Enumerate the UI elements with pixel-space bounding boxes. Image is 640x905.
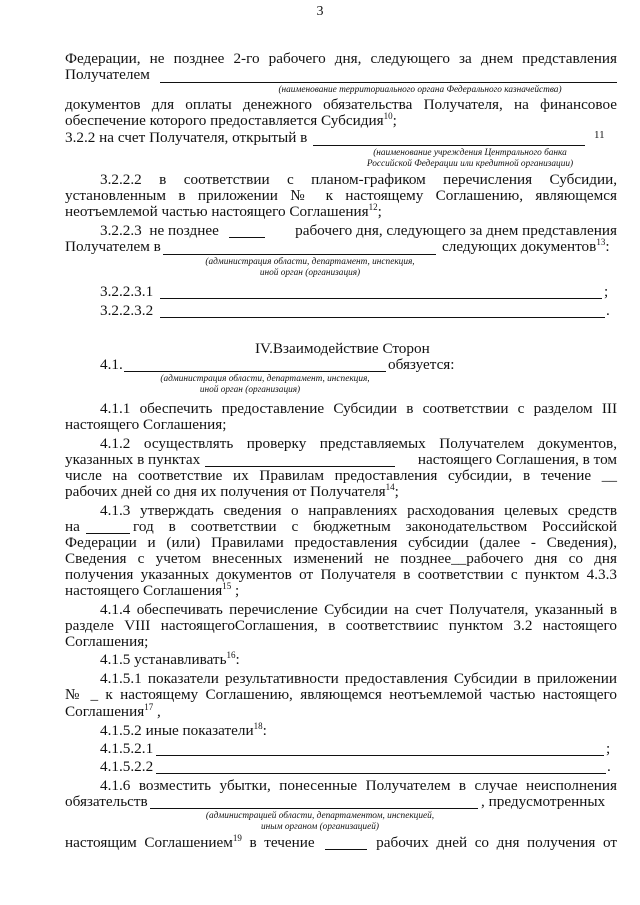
text-line: 4.1.6 возместить убытки, понесенные Получателем в случае неисполнения xyxy=(100,777,617,794)
list-item: 3.2.2.3.2 xyxy=(100,302,154,319)
field-note: иным органом (организацией) xyxy=(261,822,379,832)
footnote-ref: 12 xyxy=(368,202,378,212)
text-line: 4.1.5.1 показатели результативности предоставления Субсидии в приложении xyxy=(100,670,617,687)
text-line: документов для оплаты денежного обязательства Получателя, на финансовое xyxy=(65,96,617,113)
footnote-ref: 18 xyxy=(253,721,263,731)
text-line: числе на соответствие их Правилам предоставления субсидии, в течение __ xyxy=(65,467,617,484)
blank-line xyxy=(313,145,585,146)
text-line: Федерации, не позднее 2-го рабочего дня, следующего за днем представления xyxy=(65,50,617,67)
text-line: 4.1. xyxy=(100,356,123,373)
text-line: 3.2.2.3 не позднее xyxy=(100,222,219,239)
text-line: 4.1.5 устанавливать$^{16}$: xyxy=(100,650,240,668)
field-note: (наименование территориального органа Федерального казначейства) xyxy=(278,85,562,95)
punctuation: . xyxy=(606,302,610,319)
text-line: 4.1.2 осуществлять проверку представляемых Получателем документов, xyxy=(100,435,617,452)
text-line: получения указанных документов от Получателя в соответствии с пунктом 4.3.3 xyxy=(65,566,617,583)
list-item: 4.1.5.2.1 xyxy=(100,740,154,757)
footnote-ref: 16 xyxy=(226,650,236,660)
text-line: рабочих дней со дня получения от xyxy=(376,834,617,851)
blank-line xyxy=(163,254,436,255)
field-note: (администрацией области, департаментом, инспекцией, xyxy=(205,811,435,821)
footnote-ref: 17 xyxy=(144,702,154,712)
text-line: рабочего дня, следующего за днем представления xyxy=(295,222,617,239)
text-line: обязуется: xyxy=(388,356,455,373)
field-note: Российской Федерации или кредитной организации) xyxy=(366,159,574,169)
punctuation: ; xyxy=(606,740,611,757)
text-line: настоящего Соглашения; xyxy=(65,416,227,433)
blank-line xyxy=(156,773,606,774)
text-line: Соглашения$^{17}$ , xyxy=(65,702,161,720)
text-line: настоящего Соглашения$^{15}$ ; xyxy=(65,581,240,599)
blank-line xyxy=(150,808,478,809)
list-item: 4.1.5.2.2 xyxy=(100,758,154,775)
footnote-ref: 11 xyxy=(594,129,605,141)
text-line: № _ к настоящему Соглашению, являющемся неотъемлемой частью настоящего xyxy=(65,686,617,703)
text-line: следующих документов$^{13}$: xyxy=(442,237,610,255)
text-line: 4.1.3 утверждать сведения о направлениях расходования целевых средств xyxy=(100,502,617,519)
footnote-ref: 13 xyxy=(596,237,606,247)
field-note: (администрация области, департамент, инспекция, xyxy=(205,257,415,267)
blank-line xyxy=(325,849,367,850)
page-number: 3 xyxy=(316,4,324,19)
text-line: год в соответствии с бюджетным законодательством Российской xyxy=(133,518,617,535)
blank-line xyxy=(124,371,386,372)
text-line: неотъемлемой частью настоящего Соглашения$^{12}$; xyxy=(65,202,382,220)
blank-line xyxy=(160,298,602,299)
footnote-ref: 15 xyxy=(222,581,232,591)
text-line: указанных в пунктах xyxy=(65,451,201,468)
text-line: Получателем в xyxy=(65,238,161,255)
text-line: Сведения с учетом внесенных изменений не позднее__рабочего дня со дня xyxy=(65,550,617,567)
text-line: настоящего Соглашения, в том xyxy=(417,451,617,468)
blank-line xyxy=(160,82,617,83)
footnote-ref: 14 xyxy=(385,482,395,492)
text-line: 4.1.4 обеспечивать перечисление Субсидии на счет Получателя, указанный в xyxy=(100,601,617,618)
blank-line xyxy=(160,317,605,318)
text-line: обязательств xyxy=(65,793,148,810)
text-line: Получателем xyxy=(65,66,150,83)
footnote-ref: 19 xyxy=(232,833,242,843)
list-item: 3.2.2.3.1 xyxy=(100,283,154,300)
field-note: (администрация области, департамент, инспекция, xyxy=(160,374,370,384)
field-note: (наименование учреждения Центрального банка xyxy=(373,148,567,158)
text-line: на xyxy=(65,518,80,535)
punctuation: . xyxy=(607,758,611,775)
section-heading: IV.Взаимодействие Сторон xyxy=(255,340,430,357)
text-line: разделе VIII настоящегоСоглашения, в соответствиис пунктом 3.2 настоящего xyxy=(65,617,617,634)
text-line: 4.1.5.2 иные показатели$^{18}$: xyxy=(100,721,267,739)
field-note: иной орган (организация) xyxy=(259,268,361,278)
text-line: настоящим Соглашением$^{19}$ в течение xyxy=(65,833,315,851)
punctuation: ; xyxy=(604,283,609,300)
text-line: , предусмотренных xyxy=(481,793,606,810)
blank-line xyxy=(156,755,604,756)
text-line: обеспечение которого предоставляется Субсидия$^{10}$; xyxy=(65,111,397,129)
blank-line xyxy=(229,237,265,238)
text-line: Соглашения; xyxy=(65,633,149,650)
clause-3-2-2: 3.2.2 на счет Получателя, открытый в xyxy=(65,129,308,146)
footnote-ref: 10 xyxy=(383,111,393,121)
text-line: 4.1.1 обеспечить предоставление Субсидии в соответствии с разделом III xyxy=(100,400,617,417)
text-line: рабочих дней со дня их получения от Получателя$^{14}$; xyxy=(65,482,399,500)
text-line: установленным в приложении № к настоящему Соглашению, являющемся xyxy=(65,187,617,204)
text-line: 3.2.2.2 в соответствии с планом-графиком перечисления Субсидии, xyxy=(100,171,617,188)
field-note: иной орган (организация) xyxy=(199,385,301,395)
text-line: Федерации и (или) Правилами предоставления субсидии (далее - Сведения), xyxy=(65,534,617,551)
